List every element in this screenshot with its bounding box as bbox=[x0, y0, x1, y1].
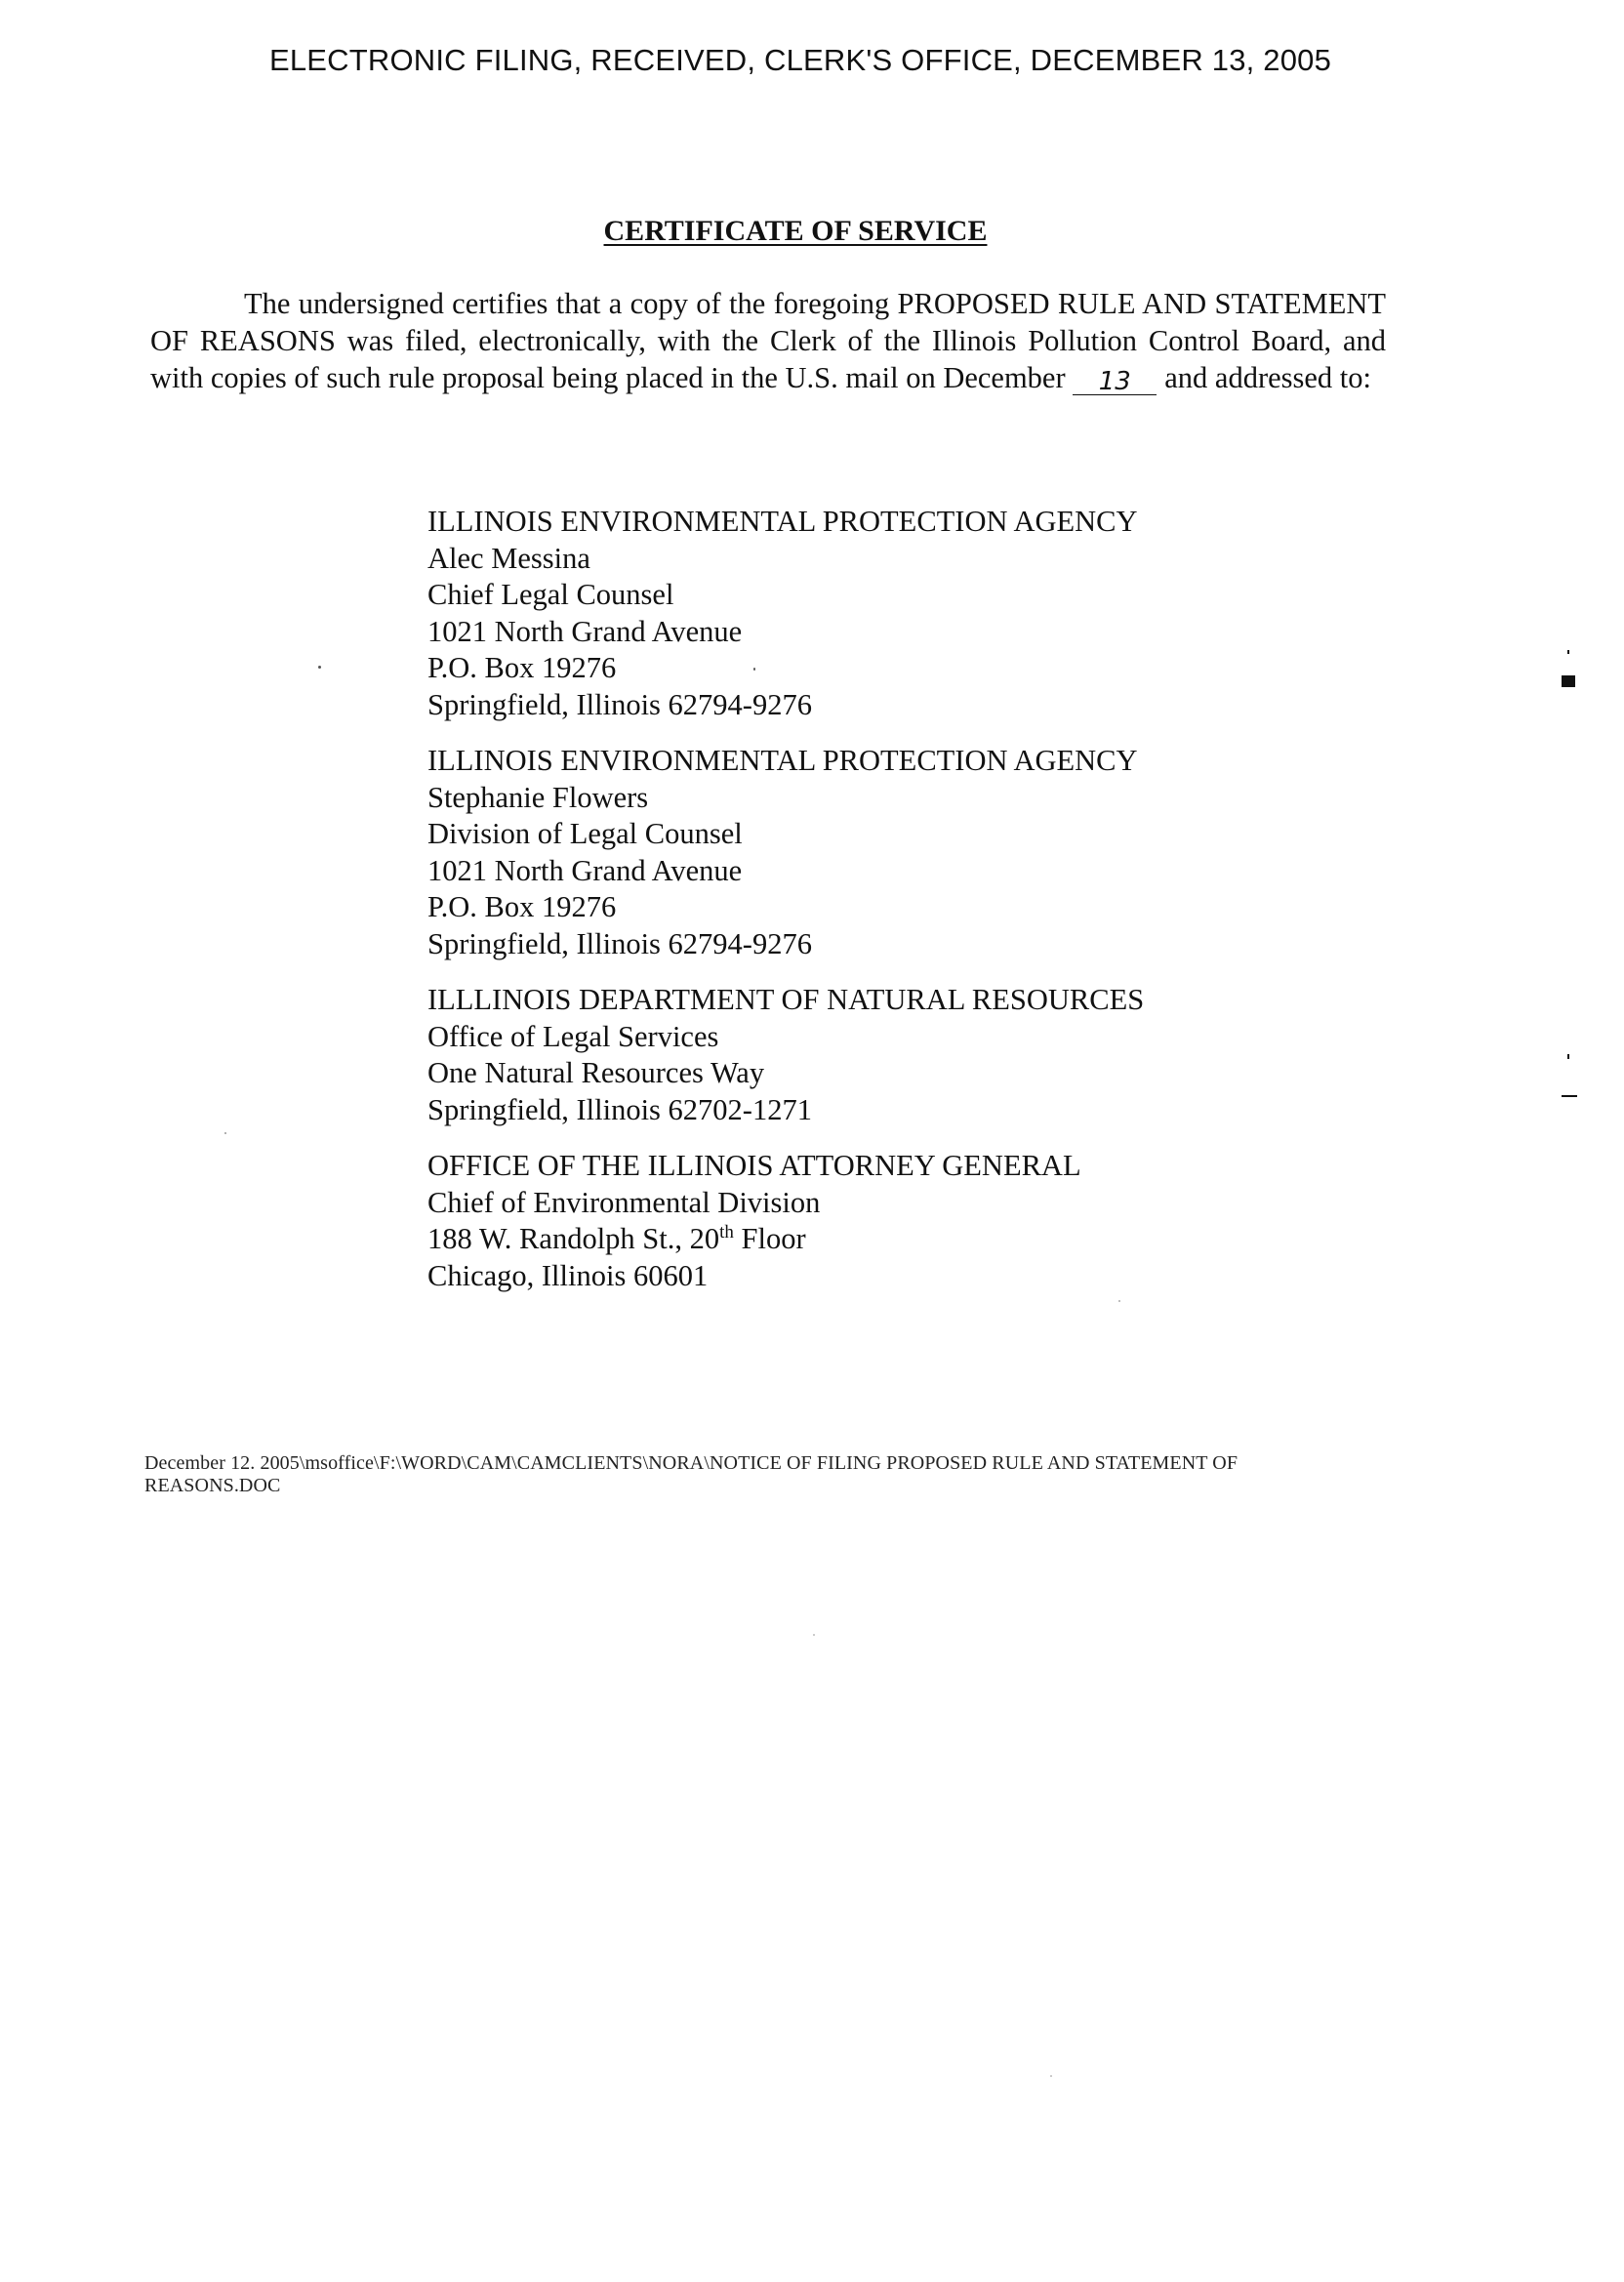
address-organization: OFFICE OF THE ILLINOIS ATTORNEY GENERAL bbox=[427, 1149, 1081, 1182]
address-title: Chief Legal Counsel bbox=[427, 578, 674, 611]
address-block-attorney-general bbox=[427, 1148, 1306, 1294]
certification-text-end: and addressed to: bbox=[1164, 361, 1371, 394]
file-path-line: REASONS.DOC bbox=[144, 1475, 281, 1496]
service-address-list bbox=[427, 504, 1306, 1314]
scan-margin-mark bbox=[1567, 650, 1569, 654]
address-street: 188 W. Randolph St., 20th Floor bbox=[427, 1221, 806, 1255]
address-street: One Natural Resources Way bbox=[427, 1056, 765, 1089]
ordinal-suffix: th bbox=[719, 1221, 734, 1243]
address-street: 1021 North Grand Avenue bbox=[427, 614, 743, 648]
address-organization: ILLINOIS ENVIRONMENTAL PROTECTION AGENCY bbox=[427, 744, 1138, 777]
scan-speck bbox=[224, 1132, 226, 1134]
file-path-line: December 12. 2005\msoffice\F:\WORD\CAM\CAMCLIENTS\NORA\NOTICE OF FILING PROPOSED RULE AND STATEMENT OF bbox=[144, 1452, 1238, 1474]
address-organization: ILLLINOIS DEPARTMENT OF NATURAL RESOURCES bbox=[427, 983, 1145, 1016]
scan-margin-mark bbox=[1567, 1054, 1569, 1059]
address-po-box: P.O. Box 19276 bbox=[427, 890, 617, 923]
address-recipient: Chief of Environmental Division bbox=[427, 1185, 821, 1219]
address-recipient: Stephanie Flowers bbox=[427, 780, 649, 814]
electronic-filing-stamp: ELECTRONIC FILING, RECEIVED, CLERK'S OFFICE, DECEMBER 13, 2005 bbox=[268, 43, 1332, 77]
address-title: Division of Legal Counsel bbox=[427, 817, 743, 850]
address-city-state-zip: Springfield, Illinois 62794-9276 bbox=[427, 687, 812, 721]
address-city-state-zip: Springfield, Illinois 62794-9276 bbox=[427, 926, 812, 960]
handwritten-date: 13 bbox=[1073, 369, 1157, 395]
address-block-iepa-flowers bbox=[427, 743, 1306, 962]
address-recipient: Alec Messina bbox=[427, 541, 590, 575]
scan-speck bbox=[753, 668, 755, 671]
address-po-box: P.O. Box 19276 bbox=[427, 651, 617, 684]
scan-speck bbox=[1118, 1300, 1120, 1302]
certification-paragraph bbox=[150, 285, 1386, 396]
document-file-path bbox=[144, 1452, 1355, 1497]
address-city-state-zip: Springfield, Illinois 62702-1271 bbox=[427, 1092, 812, 1126]
scan-speck bbox=[1050, 2075, 1052, 2077]
address-block-idnr bbox=[427, 982, 1306, 1128]
address-block-iepa-messina bbox=[427, 504, 1306, 723]
scan-speck bbox=[318, 666, 321, 669]
address-organization: ILLINOIS ENVIRONMENTAL PROTECTION AGENCY bbox=[427, 505, 1138, 538]
address-city-state-zip: Chicago, Illinois 60601 bbox=[427, 1258, 709, 1292]
scan-margin-mark bbox=[1562, 675, 1575, 687]
document-title: CERTIFICATE OF SERVICE bbox=[603, 215, 988, 247]
scan-margin-mark bbox=[1562, 1095, 1577, 1097]
address-street: 1021 North Grand Avenue bbox=[427, 853, 743, 887]
certification-text: The undersigned certifies that a copy of the foregoing PROPOSED RULE AND STATEMENT OF REASONS was filed, electronically, with the Clerk of the Illinois Pollution Control Board, and with copies of such rule proposal being placed in the U.S. mail on December bbox=[150, 287, 1386, 394]
scan-speck bbox=[813, 1634, 815, 1636]
address-office: Office of Legal Services bbox=[427, 1019, 719, 1053]
